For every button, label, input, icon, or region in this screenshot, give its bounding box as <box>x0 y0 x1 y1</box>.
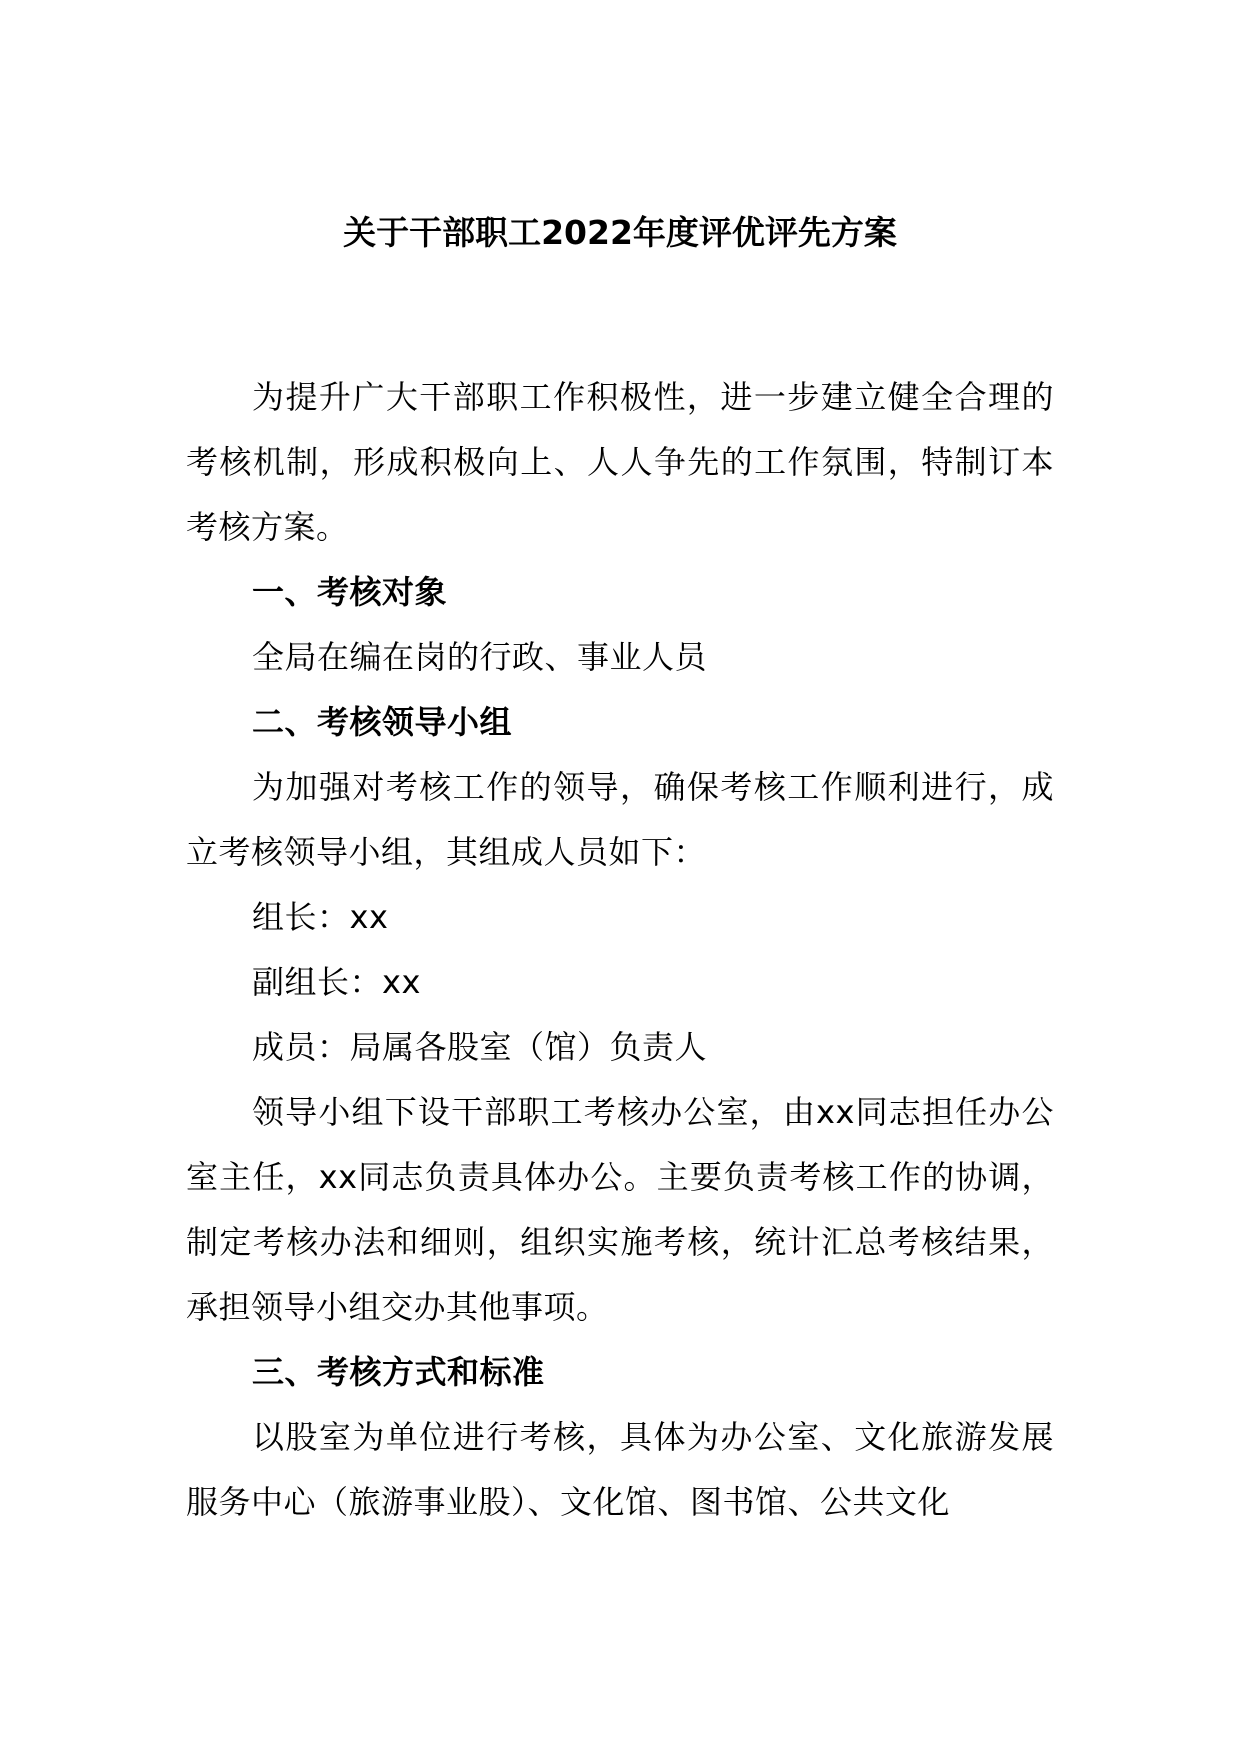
document-body <box>186 365 1054 1535</box>
section-heading-method: 三、考核方式和标准 <box>252 1353 545 1391</box>
paragraph-office: 领导小组下设干部职工考核办公室，由xx同志担任办公室主任，xx同志负责具体办公。主要负责考核工作的协调，制定考核办法和细则，组织实施考核，统计汇总考核结果，承担领导小组交办其他事项。 <box>186 1093 1054 1326</box>
section-heading-leadership-group: 二、考核领导小组 <box>252 703 513 741</box>
paragraph-deputy-leader: 副组长：xx <box>252 963 421 1001</box>
paragraph-method: 以股室为单位进行考核，具体为办公室、文化旅游发展服务中心（旅游事业股）、文化馆、图书馆、公共文化 <box>186 1418 1054 1521</box>
paragraph-members: 成员：局属各股室（馆）负责人 <box>252 1028 708 1066</box>
paragraph-objects: 全局在编在岗的行政、事业人员 <box>252 638 708 676</box>
section-heading-objects: 一、考核对象 <box>252 573 448 611</box>
document-title: 关于干部职工2022年度评优评先方案 <box>343 213 897 252</box>
paragraph-intro: 为提升广大干部职工作积极性，进一步建立健全合理的考核机制，形成积极向上、人人争先的工作氛围，特制订本考核方案。 <box>186 378 1054 546</box>
paragraph-group-intro: 为加强对考核工作的领导，确保考核工作顺利进行，成立考核领导小组，其组成人员如下： <box>186 768 1054 871</box>
paragraph-leader: 组长：xx <box>252 898 389 936</box>
